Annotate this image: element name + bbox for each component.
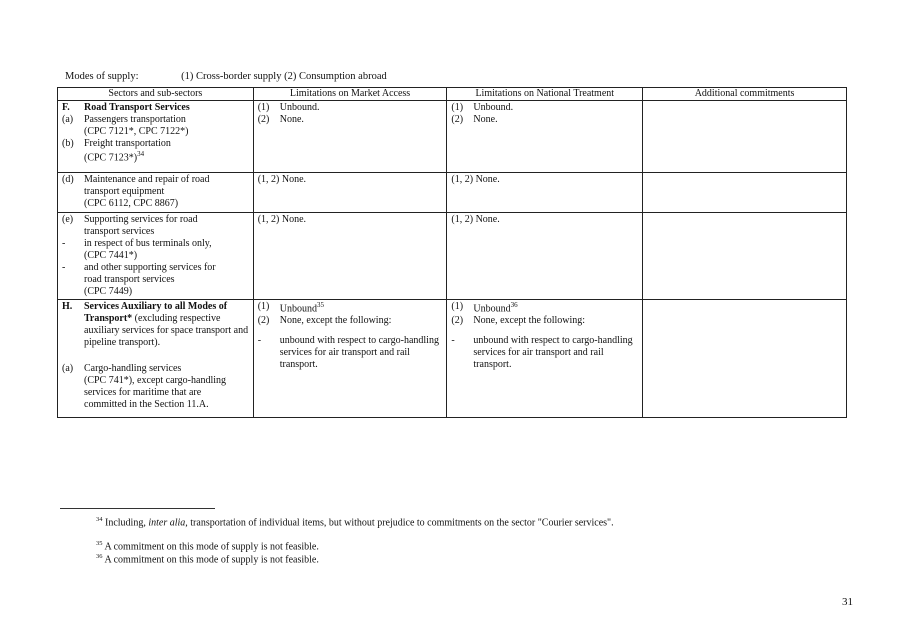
footnote-ref: 34 — [137, 150, 145, 158]
national-treatment-cell: (1) Unbound$^{36}$ (2) None, except the following: - unbound with respect to cargo-handling services for air transport and rail transport. — [447, 300, 643, 418]
header-sectors: Sectors and sub-sectors — [58, 88, 254, 101]
additional-commitments-cell — [643, 300, 847, 418]
table-row — [58, 173, 847, 213]
sector-cell: F. Road Transport Services (a) Passengers transportation (CPC 7121*, CPC 7122*) (b) Freight transportation (CPC 7123*)$^{34}$ — [58, 101, 254, 173]
sector-cell: (d) Maintenance and repair of road transport equipment (CPC 6112, CPC 8867) — [58, 173, 254, 213]
sector-title: Road Transport Services — [84, 102, 190, 113]
sector-cell: H. Services Auxiliary to all Modes of Transport* (excluding respective auxiliary services for space transport and pipeline transport). (a) Cargo-handling services (CPC 741*), except cargo-handling services for maritime that are committed in the Section 11.A. — [58, 300, 254, 418]
header-row — [58, 88, 847, 101]
footnote-34: $^{34}$ Including, inter alia, transportation of individual items, but without prejudice to commitments on the sector "Courier services". — [96, 516, 614, 529]
footnote-divider — [60, 508, 215, 509]
table-row — [58, 213, 847, 300]
additional-commitments-cell — [643, 173, 847, 213]
footnote-35: $^{35}$ A commitment on this mode of supply is not feasible. — [96, 540, 319, 553]
market-access-cell: (1) Unbound$^{35}$ (2) None, except the following: - unbound with respect to cargo-handling services for air transport and rail transport. — [253, 300, 447, 418]
mode-2-label: (2) Consumption abroad — [284, 71, 387, 82]
national-treatment-cell: (1) Unbound. (2) None. — [447, 101, 643, 173]
table-row — [58, 101, 847, 173]
header-national-treatment: Limitations on National Treatment — [447, 88, 643, 101]
footnote-ref: 35 — [316, 301, 324, 309]
national-treatment-cell: (1, 2) None. — [447, 173, 643, 213]
table-row — [58, 300, 847, 418]
schedule-table — [57, 87, 847, 418]
footnote-ref: 36 — [510, 301, 518, 309]
market-access-cell: (1) Unbound. (2) None. — [253, 101, 447, 173]
sector-title: Services Auxiliary to all Modes of Transport* — [84, 301, 228, 324]
modes-of-supply-line — [65, 71, 387, 82]
header-additional-commitments: Additional commitments — [643, 88, 847, 101]
sector-cell: (e) Supporting services for road transport services - in respect of bus terminals only, (CPC 7441*) - and other supporting services for road transport services (CPC 7449) — [58, 213, 254, 300]
modes-label: Modes of supply: — [65, 71, 139, 82]
mode-1-label: (1) Cross-border supply — [181, 71, 282, 82]
additional-commitments-cell — [643, 213, 847, 300]
market-access-cell: (1, 2) None. — [253, 173, 447, 213]
market-access-cell: (1, 2) None. — [253, 213, 447, 300]
page-number: 31 — [842, 596, 853, 608]
footnote-36: $^{36}$ A commitment on this mode of supply is not feasible. — [96, 553, 319, 566]
header-market-access: Limitations on Market Access — [253, 88, 447, 101]
national-treatment-cell: (1, 2) None. — [447, 213, 643, 300]
additional-commitments-cell — [643, 101, 847, 173]
